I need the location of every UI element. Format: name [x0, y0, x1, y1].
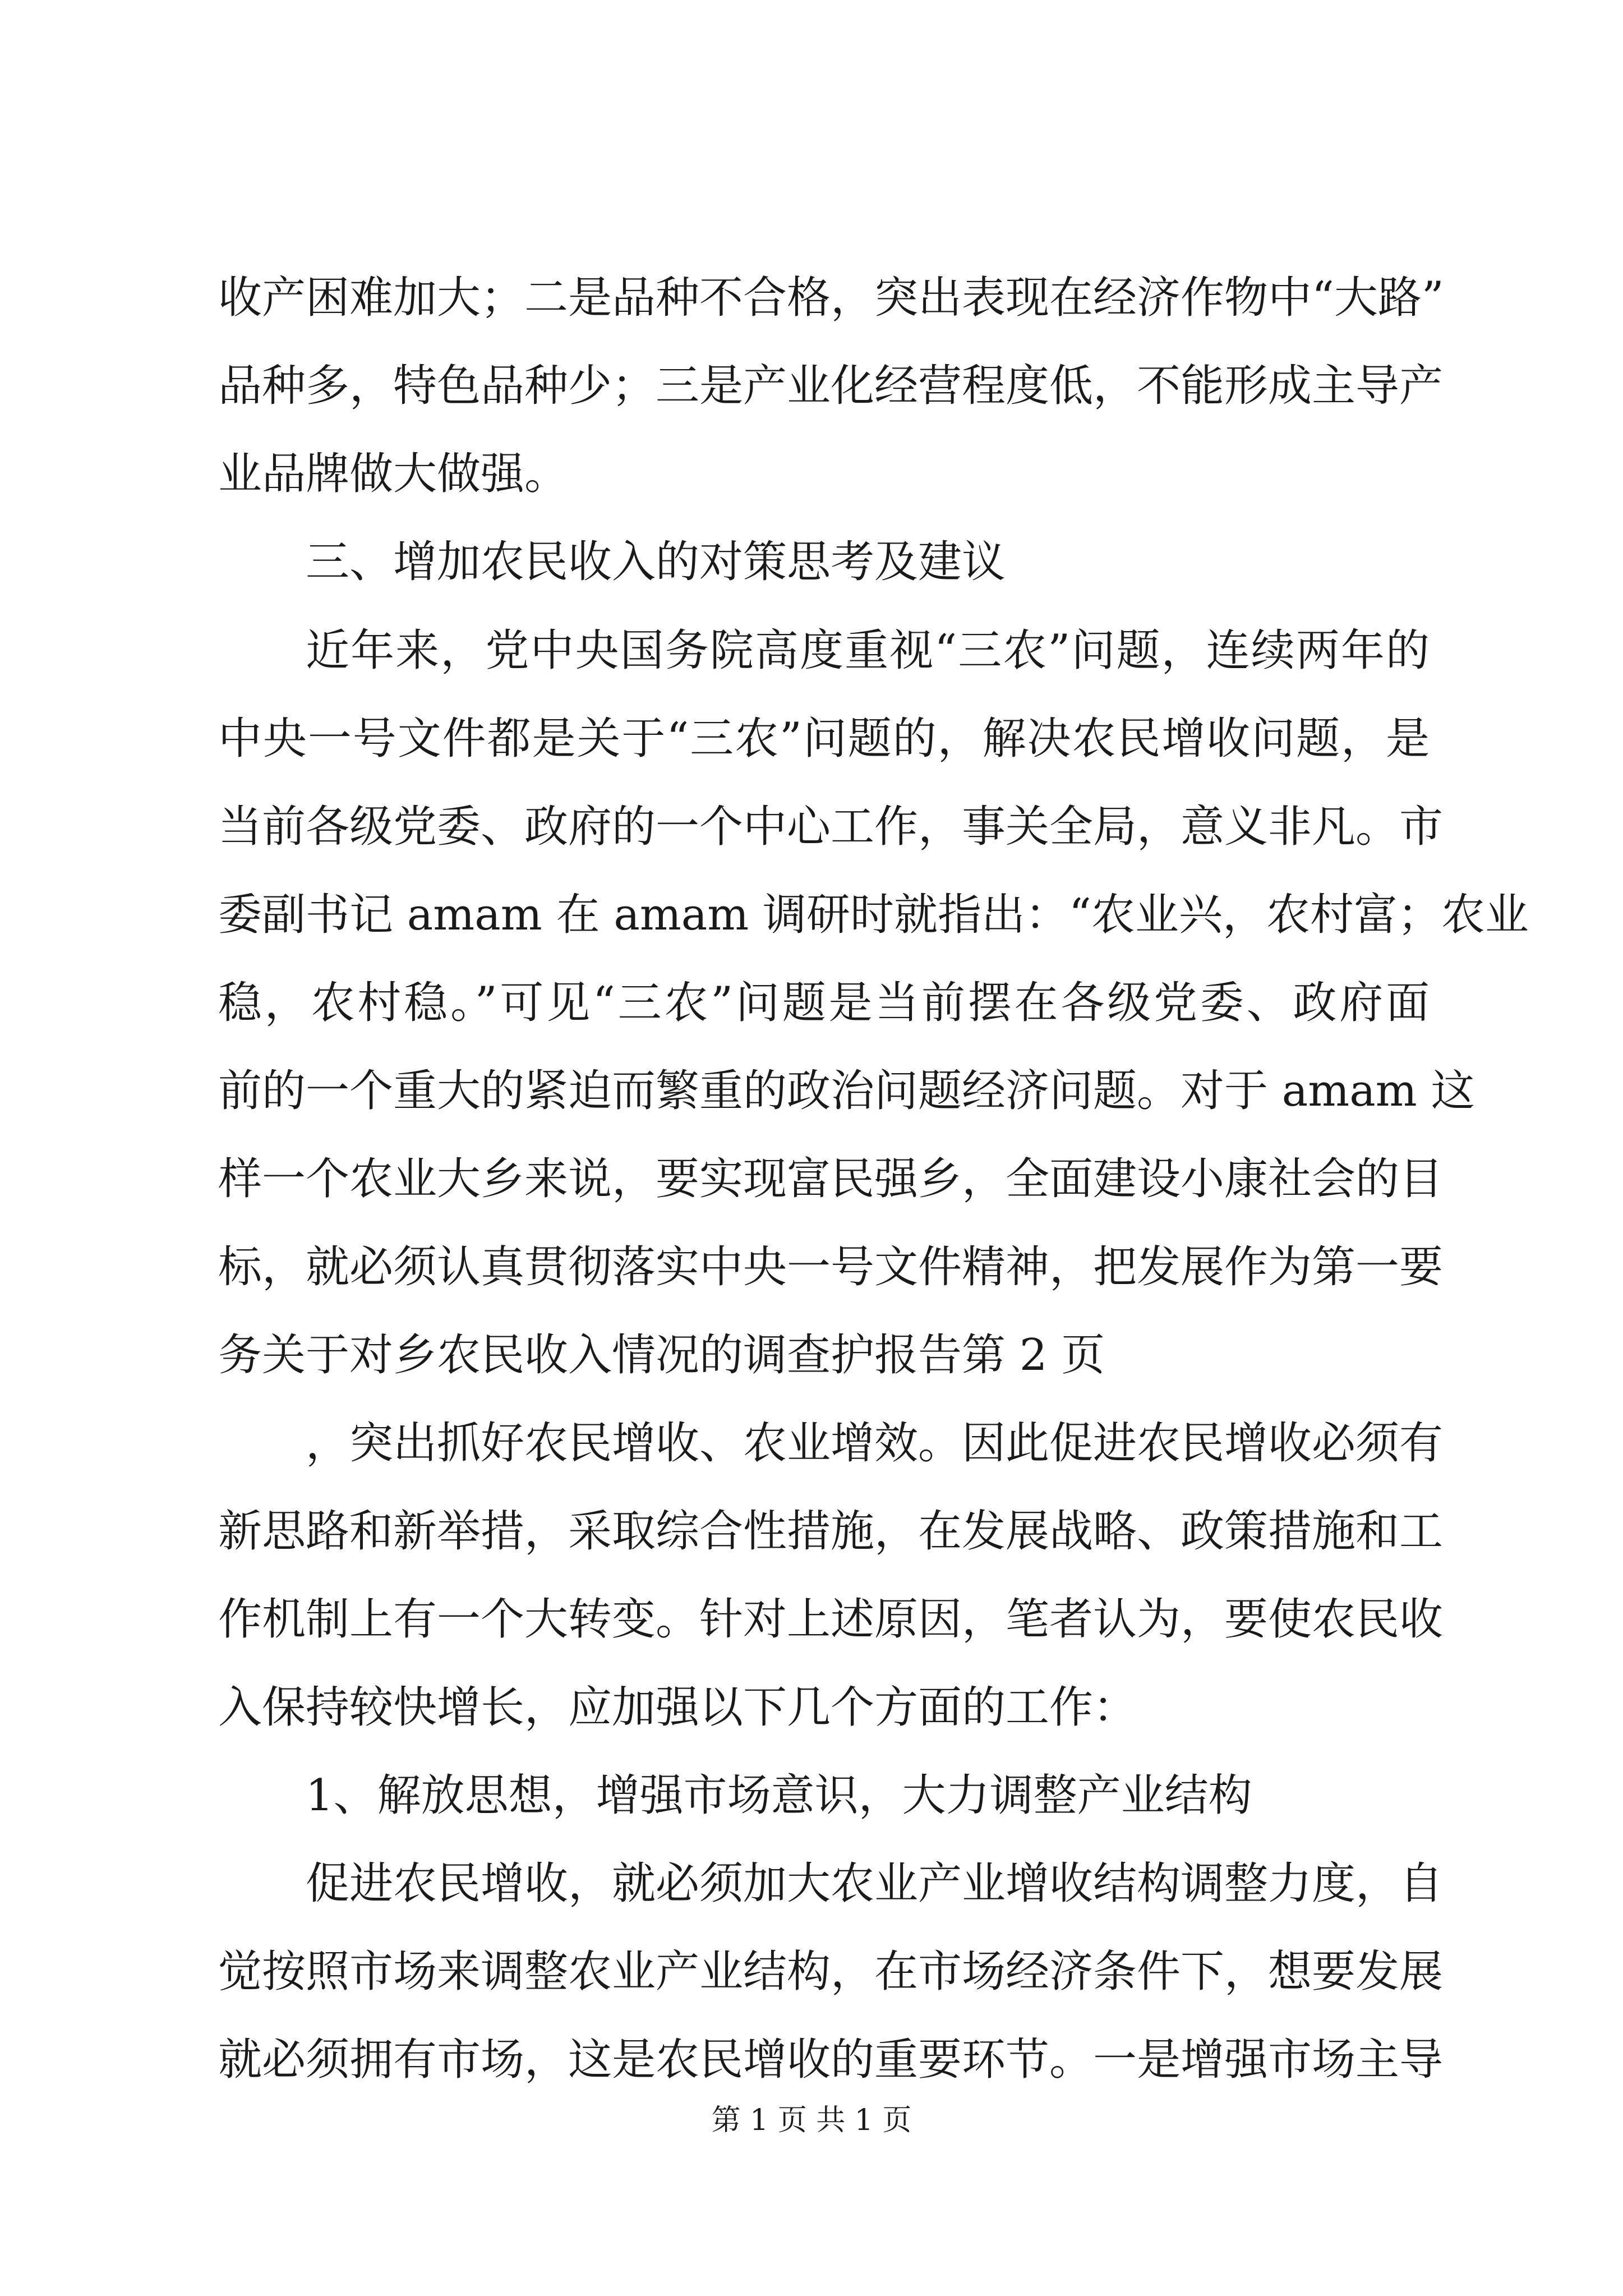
text-line: 当前各级党委、政府的一个中心工作，事关全局，意义非凡。市	[218, 802, 1444, 852]
text-line: ，突出抓好农民增收、农业增效。因此促进农民增收必须有	[306, 1418, 1444, 1469]
text-line: 品种多，特色品种少；三是产业化经营程度低，不能形成主导产	[218, 361, 1444, 411]
text-line: 业品牌做大做强。	[218, 449, 569, 499]
text-line: 新思路和新举措，采取综合性措施，在发展战略、政策措施和工	[218, 1506, 1444, 1557]
text-line: 入保持较快增长，应加强以下几个方面的工作：	[218, 1682, 1137, 1733]
text-line: 近年来，党中央国务院高度重视“三农”问题，连续两年的	[306, 625, 1430, 676]
text-line: 前的一个重大的紧迫而繁重的政治问题经济问题。对于 amam 这	[218, 1066, 1475, 1116]
text-line: 标，就必须认真贯彻落实中央一号文件精神，把发展作为第一要	[218, 1242, 1444, 1292]
text-line: 务关于对乡农民收入情况的调查护报告第 2 页	[218, 1330, 1105, 1381]
section-heading: 1、解放思想，增强市场意识，大力调整产业结构	[306, 1770, 1252, 1821]
text-line: 促进农民增收，就必须加大农业产业增收结构调整力度，自	[306, 1858, 1444, 1909]
page-footer: 第 1 页 共 1 页	[711, 2104, 912, 2137]
text-line: 收产困难加大；二是品种不合格，突出表现在经济作物中“大路”	[218, 273, 1444, 323]
text-line: 委副书记 amam 在 amam 调研时就指出：“农业兴，农村富；农业	[218, 890, 1529, 940]
text-line: 样一个农业大乡来说，要实现富民强乡，全面建设小康社会的目	[218, 1154, 1444, 1204]
section-heading: 三、增加农民收入的对策思考及建议	[306, 537, 1006, 587]
text-line: 就必须拥有市场，这是农民增收的重要环节。一是增强市场主导	[218, 2035, 1444, 2085]
text-line: 中央一号文件都是关于“三农”问题的，解决农民增收问题，是	[218, 714, 1430, 764]
text-line: 觉按照市场来调整农业产业结构，在市场经济条件下，想要发展	[218, 1947, 1444, 1997]
text-line: 稳，农村稳。”可见“三农”问题是当前摆在各级党委、政府面	[218, 978, 1430, 1028]
text-line: 作机制上有一个大转变。针对上述原因，笔者认为，要使农民收	[218, 1594, 1444, 1645]
